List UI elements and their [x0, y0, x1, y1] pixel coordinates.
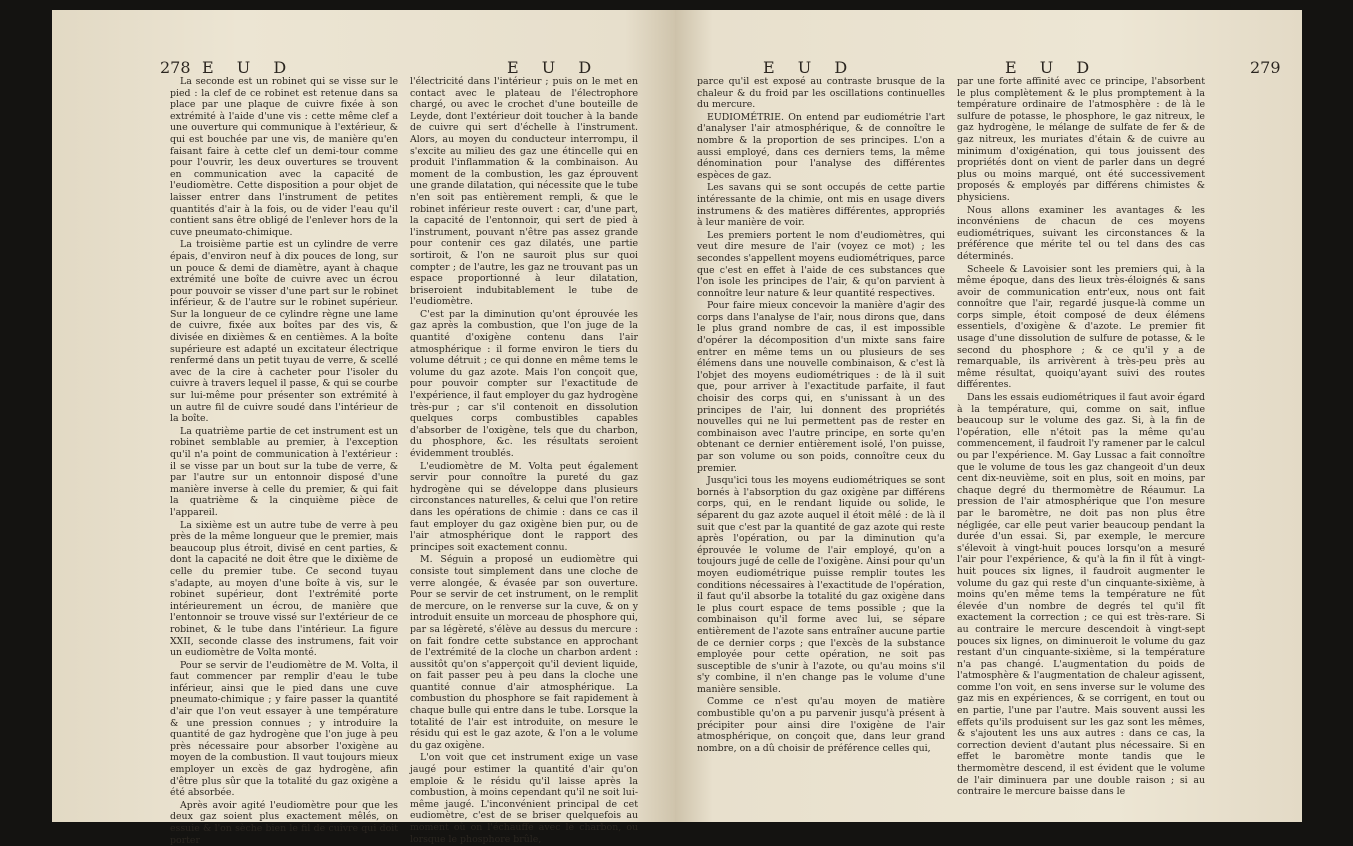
left-columns: [170, 76, 659, 846]
running-head-left-1: E U D: [202, 58, 296, 77]
paragraph: Les premiers portent le nom d'eudiomètres, qui veut dire mesure de l'air (voyez ce mot) ; les secondes s'appellent moyens eudiométriques, parce que c'est en effet à l'aide de ces substances que l'on isole les principes de l'air, & qu'on parvient à connoître leur nature & leur quantité respectives.: [697, 229, 945, 299]
paragraph: La sixième est un autre tube de verre à peu près de la même longueur que le premier, mais beaucoup plus étroit, divisé en cent parties, & dont la capacité ne doit être que le dixième de celle du premier tube. Ce second tuyau s'adapte, au moyen d'une boîte à vis, sur le robinet supérieur, dont l'extrémité porte intérieurement un écrou, de manière que l'entonnoir se trouve vissé sur l'extérieur de ce robinet, & le tube dans l'intérieur. La figure XXII, seconde classe des instrumens, fait voir un eudiomètre de Volta monté.: [170, 519, 398, 659]
paragraph: La quatrième partie de cet instrument est un robinet semblable au premier, à l'exception qu'il n'a point de communication à l'extérieur : il se visse par un bout sur la tube de verre, & par l'autre sur un entonnoir disposé d'une manière inverse à celle du premier, & qui fait la quatrième & la cinquième pièce de l'appareil.: [170, 425, 398, 518]
right-column-2: [957, 76, 1205, 816]
paragraph: Nous allons examiner les avantages & les inconvéniens de chacun de ces moyens eudiométriques, suivant les circonstances & la préférence que mérite tel ou tel dans des cas déterminés.: [957, 204, 1205, 262]
paragraph: Comme ce n'est qu'au moyen de matière combustible qu'on a pu parvenir jusqu'à présent à précipiter pour ainsi dire l'oxigène de l'air atmosphérique, on conçoit que, dans leur grand nombre, on a dû choisir de préférence celles qui,: [697, 696, 945, 754]
paragraph: EUDIOMÉTRIE. On entend par eudiométrie l'art d'analyser l'air atmosphérique, & de connoître le nombre & la proportion de ses principes. L'on a aussi employé, dans ces derniers tems, la même dénomination pour l'analyse des différentes espèces de gaz.: [697, 111, 945, 181]
book-spread: [52, 10, 1302, 846]
running-head-right-1: E U D: [763, 58, 857, 77]
paragraph: parce qu'il est exposé au contraste brusque de la chaleur & du froid par les oscillations continuelles du mercure.: [697, 76, 945, 111]
paragraph: Pour se servir de l'eudiomètre de M. Volta, il faut commencer par remplir d'eau le tube inférieur, ainsi que le pied dans une cuve pneumato-chimique ; y faire passer la quantité d'air que l'on veut essayer à une température & une pression connues ; y introduire la quantité de gaz hydrogène que l'on juge à peu près nécessaire pour absorber l'oxigène au moyen de la combustion. Il vaut toujours mieux employer un excès de gaz hydrogène, afin d'être plus sûr que la totalité du gaz oxigène a été absorbée.: [170, 659, 398, 799]
paragraph: Pour faire mieux concevoir la manière d'agir des corps dans l'analyse de l'air, nous dirons que, dans le plus grand nombre de cas, il est impossible d'opérer la décomposition d'un mixte sans faire entrer en même tems un ou plusieurs de ses élémens dans une nouvelle combinaison, & c'est là l'objet des moyens eudiométriques : de là il suit que, pour arriver à l'exactitude parfaite, il faut choisir des corps qui, en s'unissant à un des principes de l'air, lui donnent des propriétés nouvelles qui ne lui permettent pas de rester en combinaison avec l'autre principe, en sorte qu'en obtenant ce dernier entièrement isolé, l'on puisse, par son volume ou son poids, connoître ceux du premier.: [697, 300, 945, 474]
paragraph: Les savans qui se sont occupés de cette partie intéressante de la chimie, ont mis en usage divers instrumens & des matières différentes, appropriés à leur manière de voir.: [697, 182, 945, 229]
left-page: [52, 10, 675, 846]
left-column-2: [410, 76, 638, 845]
paragraph: Après avoir agité l'eudiomètre pour que les deux gaz soient plus exactement mêlés, on essuie & l'on sèche bien le fil de cuivre qui doit porter: [170, 799, 398, 846]
paragraph: Scheele & Lavoisier sont les premiers qui, à la même époque, dans des lieux très-éloignés & sans avoir de communication entr'eux, nous ont fait connoître que l'air, regardé jusque-là comme un corps simple, étoit composé de deux élémens essentiels, d'oxigène & d'azote. Le premier fit usage d'une dissolution de sulfure de potasse, & le second du phosphore ; & ce qu'il y a de remarquable, ils arrivèrent à très-peu près au même résultat, quoiqu'ayant suivi des routes différentes.: [957, 263, 1205, 391]
right-page: [675, 10, 1302, 822]
page-number-left: 278: [160, 58, 191, 77]
paragraph: par une forte affinité avec ce principe, l'absorbent le plus complètement & le plus promptement à la température ordinaire de l'atmosphère : de là le sulfure de potasse, le phosphore, le gaz nitreux, le gaz hydrogène, le mélange de sulfate de fer & de gaz nitreux, les muriates d'étain & de cuivre au minimum d'oxigénation, qui tous jouissent des propriétés dont on vient de parler dans un degré plus ou moins marqué, ont été successivement proposés & employés par différens chimistes & physiciens.: [957, 76, 1205, 203]
paragraph: C'est par la diminution qu'ont éprouvée les gaz après la combustion, que l'on juge de la quantité d'oxigène contenu dans l'air atmosphérique : il forme environ le tiers du volume détruit ; ce qui donne en même tems le volume du gaz azote. Mais l'on conçoit que, pour pouvoir compter sur l'exactitude de l'expérience, il faut employer du gaz hydrogène très-pur ; car s'il contenoit en dissolution quelques corps combustibles capables d'absorber de l'oxigène, tels que du charbon, du phosphore, &c. les résultats seroient évidemment troublés.: [410, 308, 638, 459]
paragraph: L'eudiomètre de M. Volta peut également servir pour connoître la pureté du gaz hydrogène qui se développe dans plusieurs circonstances naturelles, & celui que l'on retire dans les opérations de chimie : dans ce cas il faut employer du gaz oxigène bien pur, ou de l'air atmosphérique dont le rapport des principes soit exactement connu.: [410, 460, 638, 553]
paragraph: l'électricité dans l'intérieur ; puis on le met en contact avec le plateau de l'électrophore chargé, ou avec le crochet d'une bouteille de Leyde, dont l'extérieur doit toucher à la bande de cuivre qui sert d'échelle à l'instrument. Alors, au moyen du conducteur interrompu, il s'excite au milieu des gaz une étincelle qui en produit l'inflammation & la combinaison. Au moment de la combustion, les gaz éprouvent une grande dilatation, qui nécessite que le tube n'en soit pas entièrement rempli, & que le robinet inférieur reste ouvert : car, d'une part, la capacité de l'entonnoir, qui sert de pied à l'instrument, pouvant n'être pas assez grande pour contenir ces gaz dilatés, une partie sortiroit, & l'on ne sauroit plus sur quoi compter ; de l'autre, les gaz ne trouvant pas un espace proportionné à leur dilatation, briseroient indubitablement le tube de l'eudiomètre.: [410, 76, 638, 308]
paragraph: La seconde est un robinet qui se visse sur le pied : la clef de ce robinet est retenue dans sa place par une plaque de cuivre fixée à son extrémité à l'aide d'une vis : cette même clef a une ouverture qui communique à l'extérieur, & qui est bouchée par une vis, de manière qu'en faisant faire à cette clef un demi-tour comme pour l'ouvrir, les deux ouvertures se trouvent en communication avec la capacité de l'eudiomètre. Cette disposition a pour objet de laisser entrer dans l'instrument de petites quantités d'air à la fois, ou de vider l'eau qu'il contient sans être obligé de l'enlever hors de la cuve pneumato-chimique.: [170, 76, 398, 238]
paragraph: M. Séguin a proposé un eudiomètre qui consiste tout simplement dans une cloche de verre alongée, & évasée par son ouverture. Pour se servir de cet instrument, on le remplit de mercure, on le renverse sur la cuve, & on y introduit ensuite un morceau de phosphore qui, par sa légèreté, s'élève au dessus du mercure : on fait fondre cette substance en approchant de l'extrémité de la cloche un charbon ardent : aussitôt qu'on s'apperçoit qu'il devient liquide, on fait passer peu à peu dans la cloche une quantité connue d'air atmosphérique. La combustion du phosphore se fait rapidement à chaque bulle qui entre dans le tube. Lorsque la totalité de l'air est introduite, on mesure le résidu qui est le gaz azote, & l'on a le volume du gaz oxigène.: [410, 554, 638, 751]
page-number-right: 279: [1250, 58, 1281, 77]
right-column-1: [697, 76, 945, 816]
running-head-left-2: E U D: [507, 58, 601, 77]
running-head-right-2: E U D: [1005, 58, 1099, 77]
paragraph: La troisième partie est un cylindre de verre épais, d'environ neuf à dix pouces de long, sur un pouce & demi de diamètre, ayant à chaque extrémité une boîte de cuivre avec un écrou pour pouvoir se visser d'une part sur le robinet inférieur, & de l'autre sur le robinet supérieur. Sur la longueur de ce cylindre règne une lame de cuivre, fixée aux boîtes par des vis, & divisée en dixièmes & en centièmes. A la boîte supérieure est adapté un excitateur électrique renfermé dans un petit tuyau de verre, & scellé avec de la cire à cacheter pour l'isoler du cuivre à travers lequel il passe, & qui se courbe sur lui-même pour présenter son extrémité à un autre fil de cuivre soudé dans l'intérieur de la boîte.: [170, 239, 398, 425]
left-column-1: [170, 76, 398, 846]
paragraph: Dans les essais eudiométriques il faut avoir égard à la température, qui, comme on sait, influe beaucoup sur le volume des gaz. Si, à la fin de l'opération, elle n'étoit pas la même qu'au commencement, il faudroit l'y ramener par le calcul ou par l'expérience. M. Gay Lussac a fait connoître que le volume de tous les gaz changeoit d'un deux cent dix-neuvième, soit en plus, soit en moins, par chaque degré du thermomètre de Réaumur. La pression de l'air atmosphérique que l'on mesure par le baromètre, ne doit pas non plus être négligée, car elle peut varier beaucoup pendant la durée d'un essai. Si, par exemple, le mercure s'élevoit à vingt-huit pouces lorsqu'on a mesuré l'air pour l'expérience, & qu'à la fin il fût à vingt-huit pouces six lignes, il faudroit augmenter le volume du gaz qui reste d'un cinquante-sixième, à moins qu'en même tems la température ne fût élevée d'un nombre de degrés tel qu'il fît exactement la correction ; ce qui est très-rare. Si au contraire le mercure descendoit à vingt-sept pouces six lignes, on diminueroit le volume du gaz restant d'un cinquante-sixième, si la température n'a pas changé. L'augmentation du poids de l'atmosphère & l'augmentation de chaleur agissent, comme l'on voit, en sens inverse sur le volume des gaz mis en expériences, & se corrigent, en tout ou en partie, l'une par l'autre. Mais souvent aussi les effets qu'ils produisent sur les gaz sont les mêmes, & s'ajoutent les uns aux autres : dans ce cas, la correction devient d'autant plus nécessaire. Si en effet le baromètre monte tandis que le thermomètre descend, il est évident que le volume de l'air diminuera par une double raison ; si au contraire le mercure baisse dans le: [957, 392, 1205, 798]
right-columns: [697, 76, 1278, 836]
paragraph: Jusqu'ici tous les moyens eudiométriques se sont bornés à l'absorption du gaz oxigène par différens corps, qui, en le rendant liquide ou solide, le séparent du gaz azote auquel il étoit mêlé : de là il suit que c'est par la quantité de gaz azote qui reste après l'opération, ou par la diminution qu'a éprouvée le volume de l'air employé, qu'on a toujours jugé de celle de l'oxigène. Ainsi pour qu'un moyen eudiométrique puisse remplir toutes les conditions nécessaires à l'exactitude de l'opération, il faut qu'il absorbe la totalité du gaz oxigène dans le plus court espace de tems possible ; que la combinaison qu'il forme avec lui, se sépare entièrement de l'azote sans entraîner aucune partie de ce dernier corps ; que l'excès de la substance employée pour cette opération, ne soit pas susceptible de s'unir à l'azote, ou qu'au moins s'il s'y combine, il n'en change pas le volume d'une manière sensible.: [697, 475, 945, 695]
paragraph: L'on voit que cet instrument exige un vase jaugé pour estimer la quantité d'air qu'on emploie & le résidu qu'il laisse après la combustion, à moins cependant qu'il ne soit lui-même jaugé. L'inconvénient principal de cet eudiomètre, c'est de se briser quelquefois au moment où on l'échauffe avec le charbon, ou lorsque le phosphore brûle,: [410, 752, 638, 845]
